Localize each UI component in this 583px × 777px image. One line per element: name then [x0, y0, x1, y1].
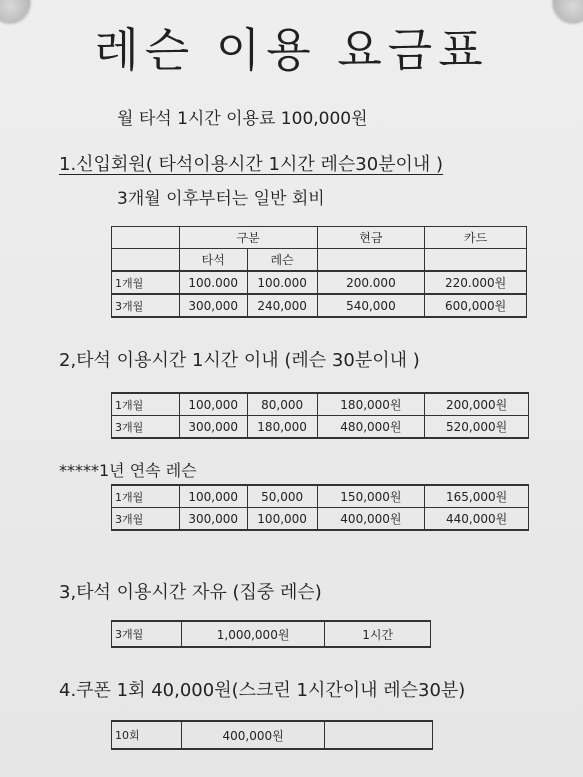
row-label: 1개월	[112, 485, 180, 508]
header-lesson: 레슨	[247, 249, 317, 272]
row-label: 10회	[112, 721, 182, 749]
subheader-blank-cell	[425, 249, 527, 272]
usage-time: 1시간	[325, 621, 431, 647]
yearly-lesson-table	[111, 484, 529, 531]
subheader-blank-cell	[317, 249, 425, 272]
taseok-fee: 300,000	[179, 294, 247, 317]
taseok-fee: 300,000	[179, 416, 247, 439]
cash-price: 540,000	[317, 294, 425, 317]
section-3-table	[111, 620, 431, 648]
table-row	[112, 721, 433, 749]
section-1-heading-text: 1.신입회원( 타석이용시간 1시간 레슨30분이내 )	[59, 154, 444, 175]
lesson-fee: 50,000	[247, 485, 317, 508]
row-label: 1개월	[112, 271, 180, 294]
row-label: 3개월	[112, 294, 180, 317]
table-row	[112, 393, 529, 416]
card-price: 220.000원	[425, 271, 527, 294]
lesson-fee: 100.000	[247, 271, 317, 294]
blank-cell	[325, 721, 433, 749]
header-cash: 현금	[317, 227, 425, 249]
page-title: 레슨 이용 요금표	[94, 23, 489, 77]
table-row	[112, 416, 529, 439]
table-subheader-row	[112, 249, 527, 272]
card-price: 440,000원	[425, 508, 529, 531]
table-row	[112, 271, 527, 294]
card-price: 165,000원	[425, 485, 529, 508]
subheader-blank-cell	[112, 249, 180, 272]
lesson-fee: 100,000	[247, 508, 317, 531]
row-label: 3개월	[112, 508, 180, 531]
table-row	[112, 294, 527, 317]
monthly-base-fee: 월 타석 1시간 이용료 100,000원	[117, 109, 368, 129]
lesson-fee: 240,000	[247, 294, 317, 317]
table-row	[112, 508, 529, 531]
taseok-fee: 100.000	[179, 271, 247, 294]
table-row	[112, 485, 529, 508]
card-price: 600,000원	[425, 294, 527, 317]
cash-price: 150,000원	[317, 485, 425, 508]
table-row	[112, 621, 431, 647]
section-1-note: 3개월 이후부터는 일반 회비	[117, 189, 325, 209]
cash-price: 200.000	[317, 271, 425, 294]
header-blank-cell	[112, 227, 180, 249]
row-label: 3개월	[112, 621, 182, 647]
card-price: 520,000원	[425, 416, 529, 439]
section-2-table	[111, 392, 529, 439]
header-card: 카드	[425, 227, 527, 249]
header-gubun: 구분	[179, 227, 317, 249]
price: 1,000,000원	[181, 621, 325, 647]
row-label: 3개월	[112, 416, 180, 439]
lesson-fee: 180,000	[247, 416, 317, 439]
price: 400,000원	[181, 721, 325, 749]
lesson-fee: 80,000	[247, 393, 317, 416]
section-2-heading: 2,타석 이용시간 1시간 이내 (레슨 30분이내 )	[59, 350, 420, 371]
section-4-table	[111, 720, 433, 750]
section-3-heading: 3,타석 이용시간 자유 (집중 레슨)	[59, 582, 322, 603]
taseok-fee: 300,000	[179, 508, 247, 531]
taseok-fee: 100,000	[179, 485, 247, 508]
cash-price: 400,000원	[317, 508, 425, 531]
section-1-heading	[59, 150, 443, 176]
table-header-row	[112, 227, 527, 249]
yearly-lesson-heading: *****1년 연속 레슨	[59, 461, 197, 480]
row-label: 1개월	[112, 393, 180, 416]
header-taseok: 타석	[179, 249, 247, 272]
section-4-heading: 4.쿠폰 1회 40,000원(스크린 1시간이내 레슨30분)	[59, 680, 466, 701]
section-1-table	[111, 226, 527, 318]
taseok-fee: 100,000	[179, 393, 247, 416]
cash-price: 480,000원	[317, 416, 425, 439]
card-price: 200,000원	[425, 393, 529, 416]
cash-price: 180,000원	[317, 393, 425, 416]
